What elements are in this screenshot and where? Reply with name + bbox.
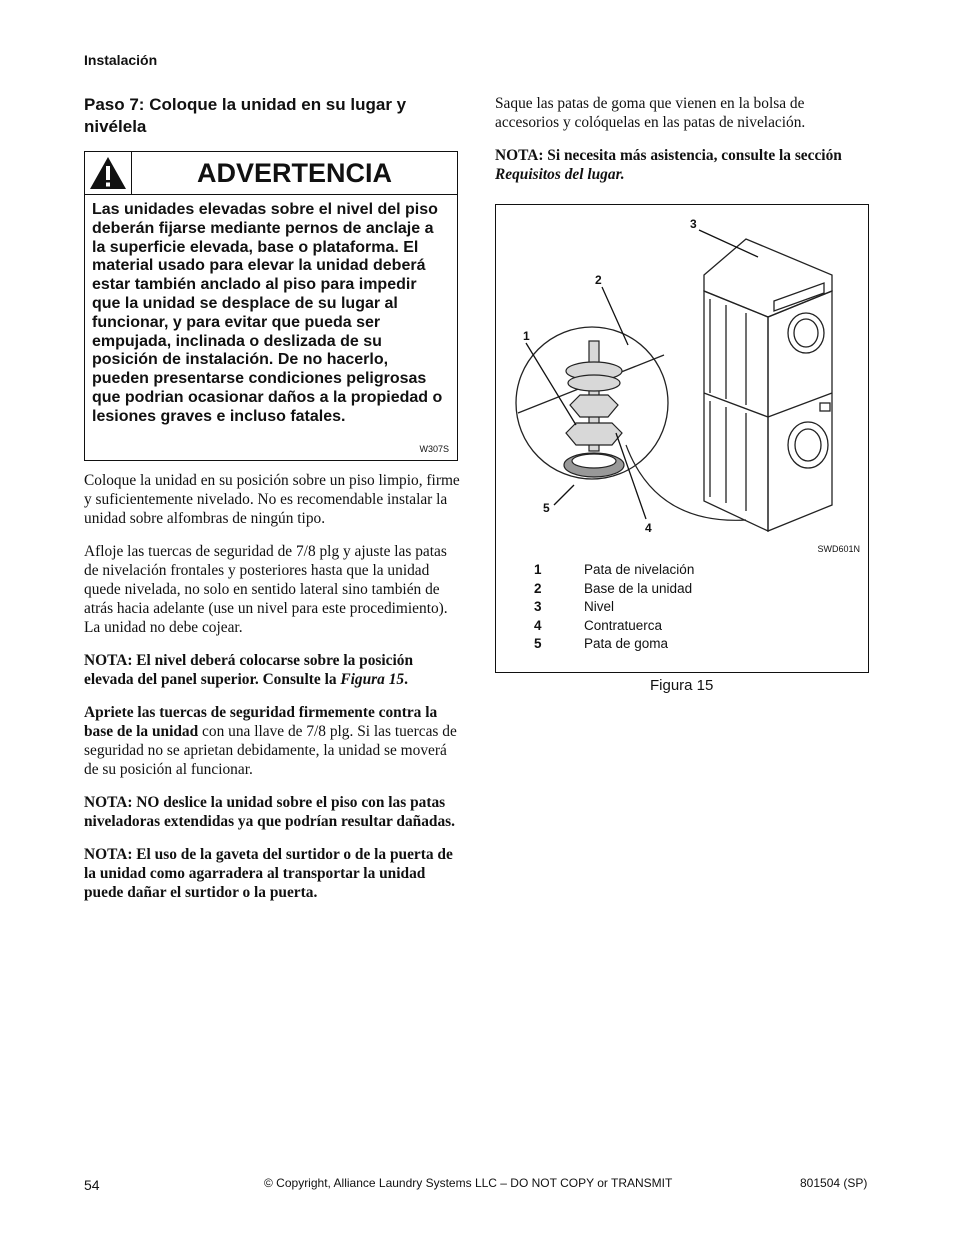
callout-1: 1	[523, 329, 530, 343]
figure-legend	[534, 562, 694, 655]
paragraph-text: con una llave de 7/8 plg. Si las tuercas de seguridad no se aprietan debidamente, la unidad se moverá de su posición al funcionar.	[84, 723, 457, 778]
note-paragraph	[84, 793, 460, 831]
warning-text: Las unidades elevadas sobre el nivel del piso deberán fijarse mediante pernos de anclaje a la superficie elevada, base o plataforma. El material usado para elevar la unidad deberá estar también anclado al piso para impedir que la unidad se desplace de su lugar al funcionar, y para evitar que pueda ser empujada, inclinada o deslizada de su posición de instalación. De no hacerlo, pueden presentarse condiciones peligrosas que podrian ocasionar daños a la propiedad o lesiones graves e incluso fatales.	[92, 201, 443, 425]
warning-title: ADVERTENCIA	[196, 158, 392, 188]
figure-caption: Figura 15	[650, 677, 714, 694]
page-number: 54	[84, 1177, 100, 1193]
warning-header	[85, 152, 457, 195]
legend-number: 3	[534, 599, 542, 615]
legend-label: Pata de nivelación	[584, 562, 695, 577]
figure-reference: Figura 15	[340, 671, 405, 688]
note-paragraph	[84, 845, 460, 902]
legend-row	[534, 581, 694, 600]
right-column	[495, 94, 855, 198]
legend-row	[534, 599, 694, 618]
warning-box	[84, 151, 458, 461]
document-number: 801504 (SP)	[800, 1176, 868, 1190]
paragraph: Afloje las tuercas de seguridad de 7/8 plg y ajuste las patas de nivelación frontales y posteriores hasta que la unidad quede nivelada, no solo en sentido lateral sino también de atrás hacia adelante (use un nivel para este procedimiento). La unidad no debe cojear.	[84, 543, 448, 636]
note-text: NOTA: El uso de la gaveta del surtidor o de la puerta de la unidad como agarradera al transportar la unidad puede dañar el surtidor o la puerta.	[84, 846, 453, 901]
callout-5: 5	[543, 501, 550, 515]
figure-15	[495, 204, 869, 673]
callout-3: 3	[690, 217, 697, 231]
legend-row	[534, 618, 694, 637]
note-text: NOTA: NO deslice la unidad sobre el piso con las patas niveladoras extendidas ya que podrían resultar dañadas.	[84, 794, 456, 830]
legend-label: Base de la unidad	[584, 580, 693, 596]
legend-label: Contratuerca	[584, 617, 663, 633]
legend-label: Nivel	[584, 599, 615, 615]
figure-code: SWD601N	[817, 544, 860, 554]
legend-row	[534, 562, 694, 581]
callout-4: 4	[645, 521, 652, 535]
copyright-notice: © Copyright, Alliance Laundry Systems LLC – DO NOT COPY or TRANSMIT	[264, 1176, 673, 1190]
legend-number: 2	[534, 580, 542, 596]
section-label: Instalación	[84, 52, 158, 68]
warning-triangle-icon	[85, 152, 132, 194]
paragraph: Saque las patas de goma que vienen en la bolsa de accesorios y colóquelas en las patas de nivelación.	[495, 95, 806, 131]
note-paragraph	[84, 651, 460, 689]
paragraph	[84, 703, 460, 779]
note-text: NOTA: Si necesita más asistencia, consulte la sección	[495, 147, 842, 164]
note-text: NOTA: El nivel deberá colocarse sobre la posición elevada del panel superior. Consulte la	[84, 652, 414, 688]
legend-label: Pata de goma	[584, 636, 669, 652]
paragraph: Coloque la unidad en su posición sobre un piso limpio, firme y suficientemente nivelado. No es recomendable instalar la unidad sobre alfombras de ningún tipo.	[84, 472, 460, 527]
warning-code: W307S	[419, 444, 449, 454]
callout-2: 2	[595, 273, 602, 287]
emphasis-text: Apriete las tuercas de seguridad firmemente contra la base de la unidad	[84, 704, 438, 740]
legend-number: 5	[534, 636, 542, 652]
step-title: Paso 7: Coloque la unidad en su lugar y nivélela	[84, 95, 407, 136]
left-column	[84, 471, 460, 916]
note-end: .	[404, 671, 408, 688]
legend-number: 1	[534, 562, 542, 577]
legend-number: 4	[534, 617, 542, 633]
leveling-illustration	[496, 205, 868, 545]
legend-row	[534, 636, 694, 655]
section-reference: Requisitos del lugar.	[495, 166, 625, 183]
note-paragraph	[495, 146, 855, 184]
